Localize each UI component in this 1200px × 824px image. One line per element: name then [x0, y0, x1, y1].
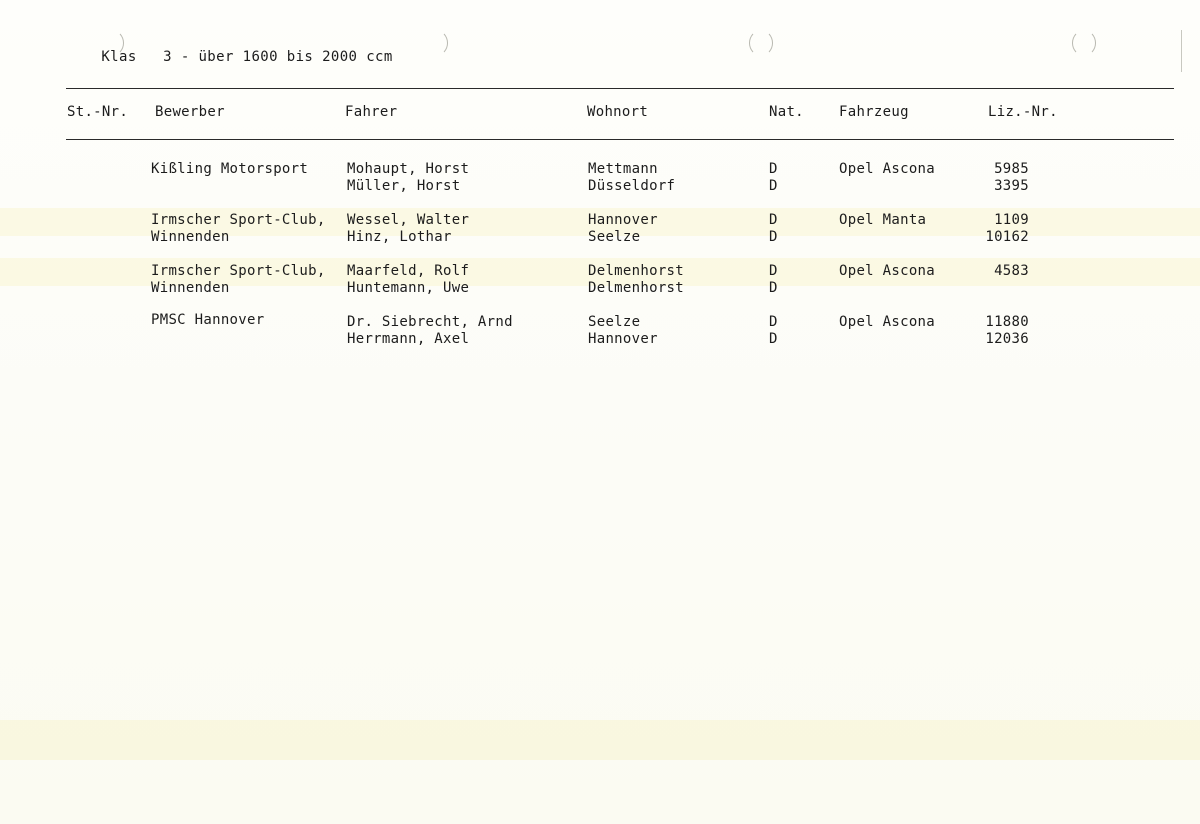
driver-name: Mohaupt, Horst	[347, 161, 470, 177]
column-header-driver: Fahrer	[345, 104, 398, 120]
column-header-applicant: Bewerber	[155, 104, 225, 120]
driver-name: Wessel, Walter	[347, 212, 470, 228]
column-header-start-number: St.-Nr.	[67, 104, 129, 120]
driver-residence: Mettmann	[588, 161, 658, 177]
column-header-residence: Wohnort	[587, 104, 649, 120]
punch-hole-mark	[424, 30, 448, 56]
driver-name: Hinz, Lothar	[347, 229, 452, 245]
license-number: 3395	[994, 178, 1029, 194]
license-number: 10162	[985, 229, 1029, 245]
driver-name: Huntemann, Uwe	[347, 280, 470, 296]
driver-nationality: D	[769, 280, 778, 296]
driver-residence: Delmenhorst	[588, 280, 685, 296]
header-top-rule	[66, 88, 1174, 89]
driver-name: Maarfeld, Rolf	[347, 263, 470, 279]
vehicle-name: Opel Ascona	[839, 161, 936, 177]
punch-hole-mark	[749, 30, 773, 56]
header-bottom-rule	[66, 139, 1174, 140]
license-number: 11880	[985, 314, 1029, 330]
driver-residence: Düsseldorf	[588, 178, 676, 194]
driver-nationality: D	[769, 331, 778, 347]
driver-name: Dr. Siebrecht, Arnd	[347, 314, 513, 330]
driver-residence: Seelze	[588, 229, 641, 245]
driver-nationality: D	[769, 161, 778, 177]
applicant-name: Irmscher Sport-Club,	[151, 212, 326, 228]
driver-residence: Hannover	[588, 212, 658, 228]
punch-hole-mark	[1072, 30, 1096, 56]
driver-nationality: D	[769, 314, 778, 330]
column-header-license-number: Liz.-Nr.	[988, 104, 1058, 120]
paper-tint-band	[0, 720, 1200, 760]
driver-nationality: D	[769, 263, 778, 279]
driver-nationality: D	[769, 178, 778, 194]
applicant-name: Irmscher Sport-Club,	[151, 263, 326, 279]
applicant-location: Winnenden	[151, 280, 230, 296]
column-header-vehicle: Fahrzeug	[839, 104, 909, 120]
license-number: 5985	[994, 161, 1029, 177]
vehicle-name: Opel Ascona	[839, 314, 936, 330]
class-title-label: Klas	[101, 49, 137, 65]
driver-residence: Hannover	[588, 331, 658, 347]
license-number: 12036	[985, 331, 1029, 347]
driver-nationality: D	[769, 229, 778, 245]
applicant-name: Kißling Motorsport	[151, 161, 309, 177]
driver-residence: Seelze	[588, 314, 641, 330]
class-title-text: 3 - über 1600 bis 2000 ccm	[163, 49, 393, 65]
vehicle-name: Opel Manta	[839, 212, 927, 228]
column-header-nationality: Nat.	[769, 104, 804, 120]
driver-residence: Delmenhorst	[588, 263, 685, 279]
applicant-name: PMSC Hannover	[151, 312, 265, 328]
vehicle-name: Opel Ascona	[839, 263, 936, 279]
driver-nationality: D	[769, 212, 778, 228]
applicant-location: Winnenden	[151, 229, 230, 245]
driver-name: Herrmann, Axel	[347, 331, 470, 347]
license-number: 4583	[994, 263, 1029, 279]
punch-hole-mark	[100, 30, 124, 56]
driver-name: Müller, Horst	[347, 178, 461, 194]
page-edge-mark	[1181, 30, 1182, 72]
license-number: 1109	[994, 212, 1029, 228]
